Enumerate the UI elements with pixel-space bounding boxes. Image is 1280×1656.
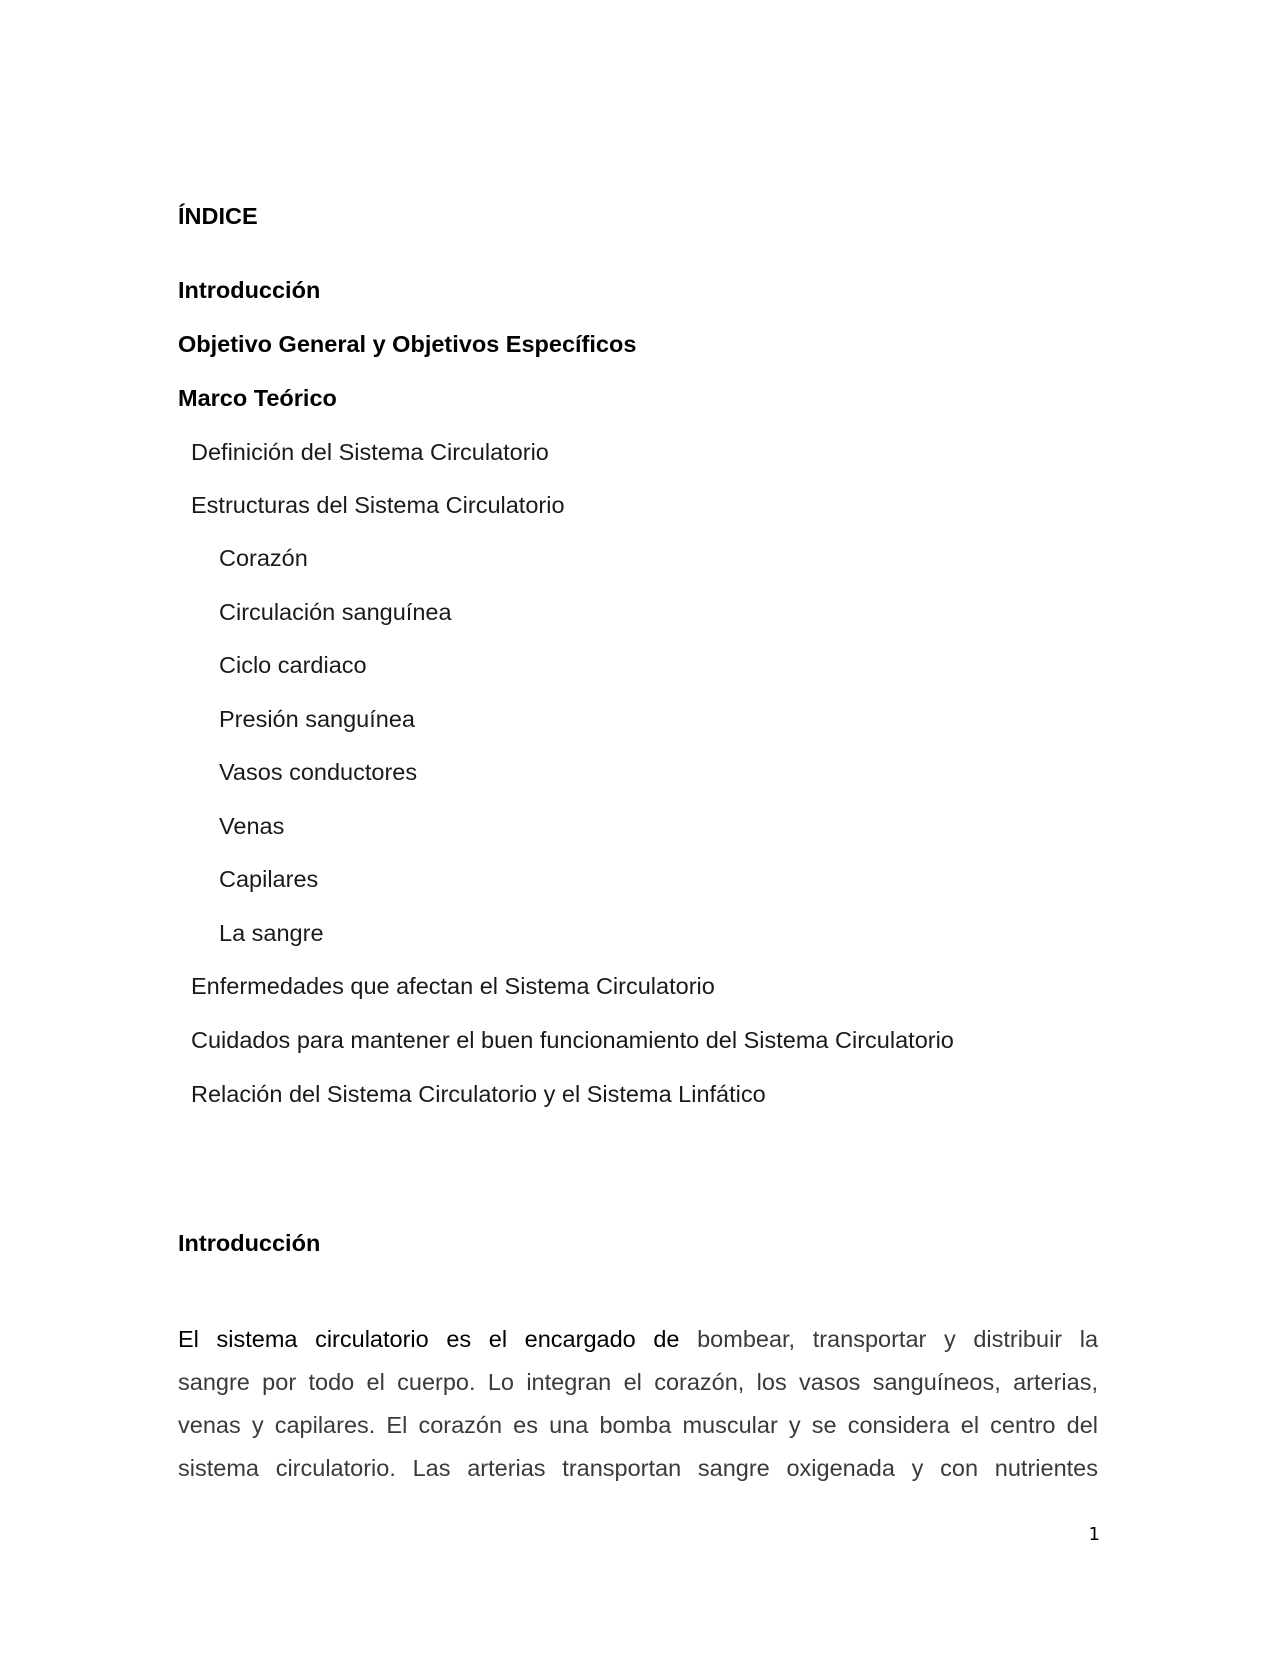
toc-item-marco-teorico[interactable]: Marco Teórico (178, 385, 337, 411)
toc-item-estructuras[interactable]: Estructuras del Sistema Circulatorio (191, 492, 565, 518)
paragraph-line: sangre por todo el cuerpo. Lo integran el corazón, los vasos sanguíneos, arterias, (178, 1369, 1098, 1395)
toc-item-relacion[interactable]: Relación del Sistema Circulatorio y el Sistema Linfático (191, 1081, 766, 1107)
toc-title: ÍNDICE (178, 203, 258, 229)
toc-item-sangre[interactable]: La sangre (219, 920, 324, 946)
intro-heading: Introducción (178, 1230, 321, 1256)
page-number: 1 (1088, 1524, 1100, 1545)
toc-item-introduccion[interactable]: Introducción (178, 277, 321, 303)
toc-item-circulacion[interactable]: Circulación sanguínea (219, 599, 452, 625)
paragraph-line: venas y capilares. El corazón es una bomba muscular y se considera el centro del (178, 1412, 1098, 1438)
paragraph-line (178, 1326, 1098, 1353)
toc-item-venas[interactable]: Venas (219, 813, 285, 839)
toc-item-vasos[interactable]: Vasos conductores (219, 759, 418, 785)
toc-item-ciclo-cardiaco[interactable]: Ciclo cardiaco (219, 652, 367, 678)
toc-item-cuidados[interactable]: Cuidados para mantener el buen funcionamiento del Sistema Circulatorio (191, 1027, 954, 1053)
toc-item-definicion[interactable]: Definición del Sistema Circulatorio (191, 439, 549, 465)
toc-item-enfermedades[interactable]: Enfermedades que afectan el Sistema Circulatorio (191, 973, 715, 999)
paragraph-line: sistema circulatorio. Las arterias transportan sangre oxigenada y con nutrientes (178, 1455, 1098, 1481)
paragraph-line-rest: bombear, transportar y distribuir la (697, 1326, 1099, 1352)
toc-item-capilares[interactable]: Capilares (219, 866, 319, 892)
paragraph-line-dark-part: El sistema circulatorio es el encargado de (178, 1326, 680, 1352)
toc-item-objetivos[interactable]: Objetivo General y Objetivos Específicos (178, 331, 637, 357)
toc-item-corazon[interactable]: Corazón (219, 545, 308, 571)
toc-item-presion[interactable]: Presión sanguínea (219, 706, 415, 732)
